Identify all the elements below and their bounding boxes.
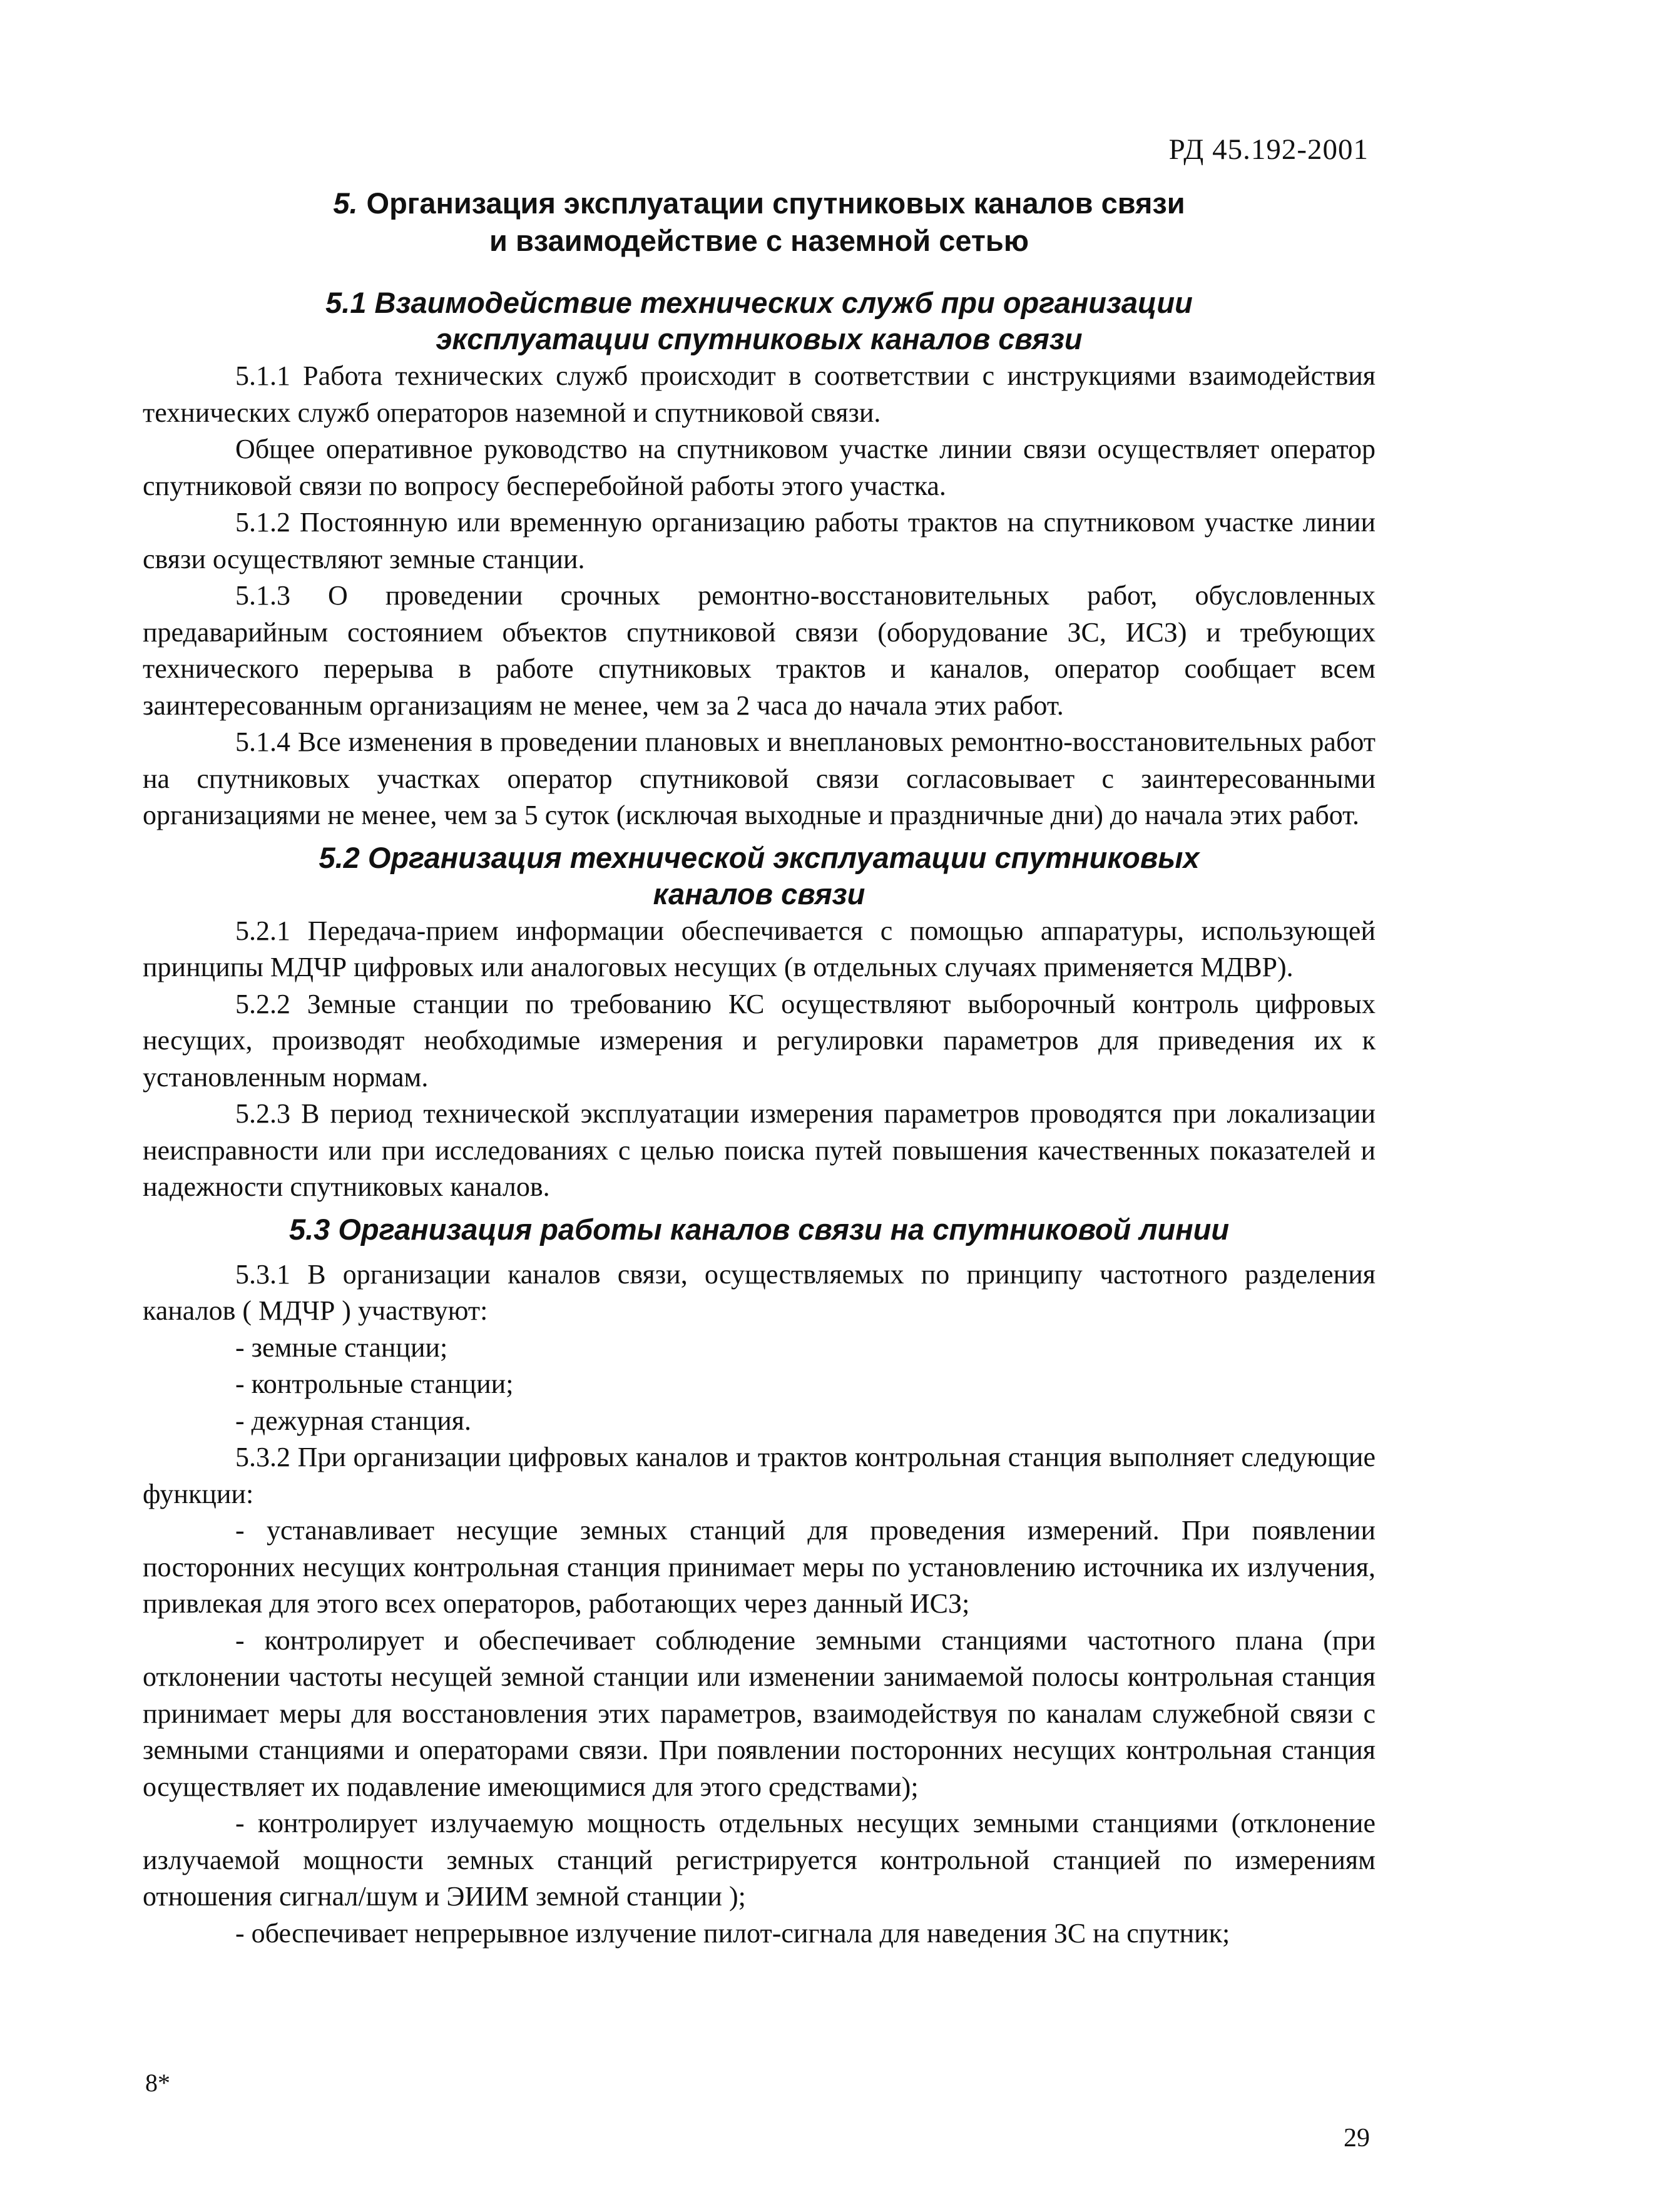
page-number: 29 <box>1344 2124 1370 2153</box>
paragraph-5-2-3: 5.2.3 В период технической эксплуатации измерения параметров проводятся при локализации неисправности или при исследованиях с целью поиска путей повышения качественных показателей и надежности спутниковых каналов. <box>143 1098 1376 1202</box>
section-5-heading <box>143 185 1376 260</box>
subsection-5-3-heading: 5.3 Организация работы каналов связи на спутниковой линии <box>288 1212 1230 1246</box>
document-id: РД 45.192-2001 <box>1168 133 1369 166</box>
paragraph-5-3-1: 5.3.1 В организации каналов связи, осуществляемых по принципу частотного разделения каналов ( МДЧР ) участвуют: <box>143 1258 1376 1326</box>
list-item: - земные станции; <box>235 1332 448 1363</box>
paragraph-5-1-2: 5.1.2 Постоянную или временную организацию работы трактов на спутниковом участке линии связи осуществляют земные станции. <box>143 507 1376 574</box>
paragraph-5-1-4: 5.1.4 Все изменения в проведении плановых и внеплановых ремонтно-восстановительных работ на спутниковых участках оператор спутниковой связи согласовывает с заинтересованными организациями не менее, чем за 5 суток (исключая выходные и праздничные дни) до начала этих работ. <box>143 726 1376 830</box>
subsection-5-1-title-line2: эксплуатации спутниковых каналов связи <box>436 322 1083 355</box>
section-5-title-line2: и взаимодействие с наземной сетью <box>489 224 1029 257</box>
page-content <box>143 185 1376 1952</box>
list-item: - обеспечивает непрерывное излучение пилот-сигнала для наведения ЗС на спутник; <box>235 1917 1230 1949</box>
paragraph-5-1-1-cont: Общее оперативное руководство на спутниковом участке линии связи осуществляет оператор спутниковой связи по вопросу бесперебойной работы этого участка. <box>143 434 1376 501</box>
paragraph-5-2-2: 5.2.2 Земные станции по требованию КС осуществляют выборочный контроль цифровых несущих, производят необходимые измерения и регулировки параметров для приведения их к установленным нормам. <box>143 988 1376 1093</box>
subsection-5-2-title-line2: каналов связи <box>653 877 865 910</box>
list-item: - контрольные станции; <box>235 1368 514 1399</box>
paragraph-5-3-2: 5.3.2 При организации цифровых каналов и трактов контрольная станция выполняет следующие функции: <box>143 1442 1376 1509</box>
paragraph-5-1-3: 5.1.3 О проведении срочных ремонтно-восстановительных работ, обусловленных предаварийным состоянием объектов спутниковой связи (оборудование ЗС, ИСЗ) и требующих технического перерыва в работе спутниковых трактов и каналов, оператор сообщает всем заинтересованным организациям не менее, чем за 2 часа до начала этих работ. <box>143 580 1376 721</box>
subsection-5-2-title-line1: 5.2 Организация технической эксплуатации спутниковых <box>319 840 1200 874</box>
subsection-5-1-title-line1: 5.1 Взаимодействие технических служб при организации <box>325 286 1193 319</box>
subsection-5-2-heading <box>143 840 1376 912</box>
list-item: - дежурная станция. <box>235 1405 471 1436</box>
paragraph-5-2-1: 5.2.1 Передача-прием информации обеспечивается с помощью аппаратуры, использующей принципы МДЧР цифровых или аналоговых несущих (в отдельных случаях применяется МДВР). <box>143 915 1376 982</box>
sheet-mark: 8* <box>145 2069 170 2097</box>
list-item: - контролирует и обеспечивает соблюдение земными станциями частотного плана (при отклонении частоты несущей земной станции или изменении занимаемой полосы контрольная станция принимает меры для восстановления этих параметров, взаимодействуя по каналам служебной связи с земными станциями и операторами связи. При появлении посторонних несущих контрольная станция осуществляет их подавление имеющимися для этого средствами); <box>143 1624 1376 1802</box>
subsection-5-1-heading <box>143 285 1376 357</box>
paragraph-5-1-1: 5.1.1 Работа технических служб происходит в соответствии с инструкциями взаимодействия технических служб операторов наземной и спутниковой связи. <box>143 360 1376 428</box>
section-5-title-line1: Организация эксплуатации спутниковых каналов связи <box>366 186 1185 220</box>
section-5-number: 5. <box>333 186 358 220</box>
list-item: - устанавливает несущие земных станций для проведения измерений. При появлении посторонних несущих контрольная станция принимает меры по установлению источника их излучения, привлекая для этого всех операторов, работающих через данный ИСЗ; <box>143 1515 1376 1619</box>
section-5-heading-line1 <box>143 185 1376 222</box>
list-item: - контролирует излучаемую мощность отдельных несущих земными станциями (отклонение излучаемой мощности земных станций регистрируется контрольной станцией по измерениям отношения сигнал/шум и ЭИИМ земной станции ); <box>143 1808 1376 1912</box>
